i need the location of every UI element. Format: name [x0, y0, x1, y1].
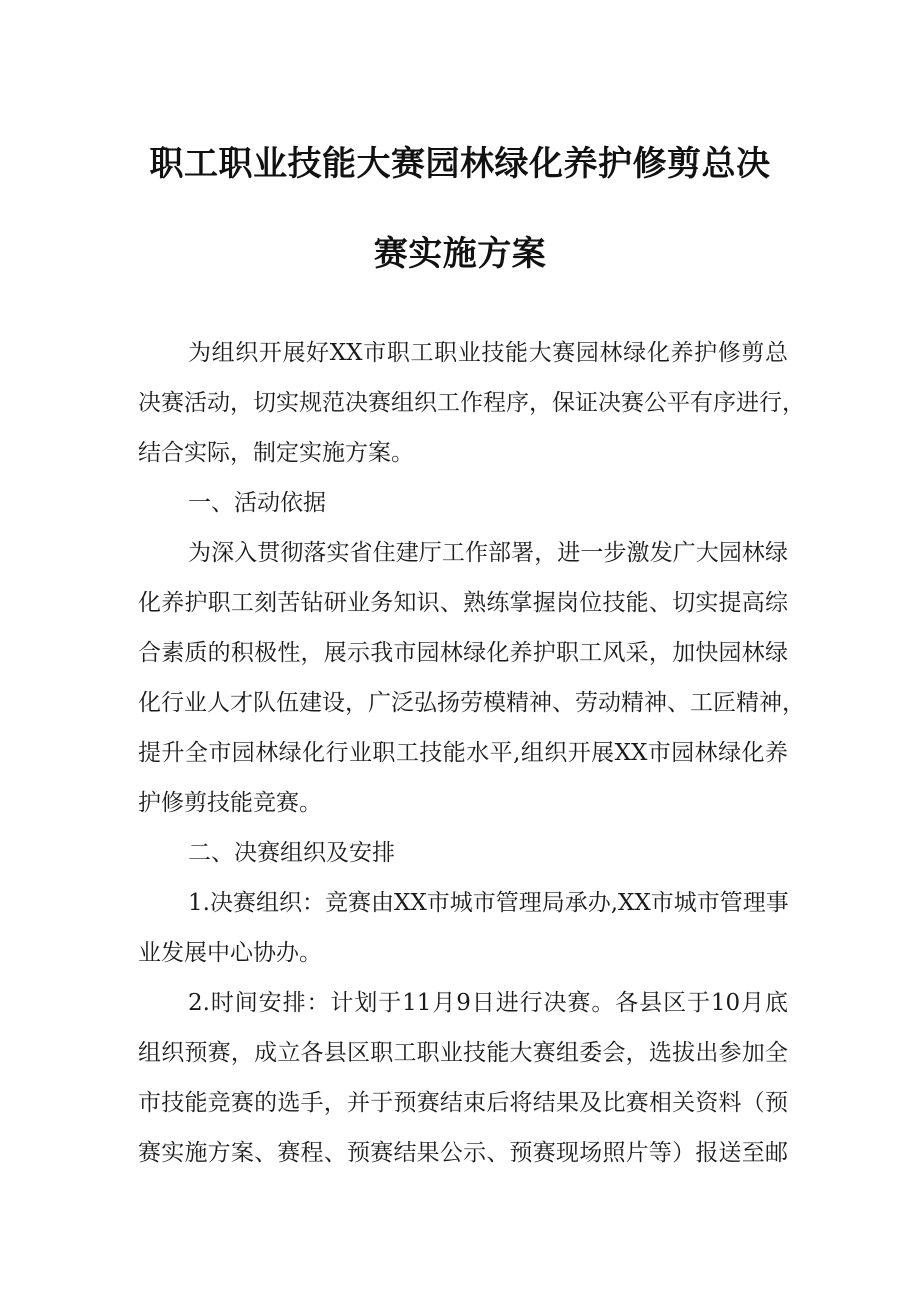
- paragraph-line: 合素质的积极性，展示我市园林绿化养护职工风采，加快园林绿: [138, 640, 788, 666]
- section-heading: 二、决赛组织及安排: [188, 840, 395, 866]
- paragraph-line: 1.决赛组织：竞赛由XX市城市管理局承办,XX市城市管理事: [188, 890, 789, 916]
- paragraph-line: 护修剪技能竞赛。: [138, 790, 322, 816]
- intro-line: 决赛活动，切实规范决赛组织工作程序，保证决赛公平有序进行，: [138, 390, 805, 416]
- paragraph-line: 提升全市园林绿化行业职工技能水平,组织开展XX市园林绿化养: [138, 740, 788, 766]
- paragraph-line: 为深入贯彻落实省住建厅工作部署，进一步激发广大园林绿: [188, 540, 788, 566]
- intro-line: 为组织开展好XX市职工职业技能大赛园林绿化养护修剪总: [188, 340, 788, 366]
- intro-line: 结合实际，制定实施方案。: [138, 440, 414, 466]
- paragraph-line: 化行业人才队伍建设，广泛弘扬劳模精神、劳动精神、工匠精神，: [138, 690, 805, 716]
- paragraph-line: 组织预赛，成立各县区职工职业技能大赛组委会，选拔出参加全: [138, 1040, 788, 1066]
- document-title-line-1: 职工职业技能大赛园林绿化养护修剪总决: [149, 144, 771, 184]
- section-heading: 一、活动依据: [188, 490, 326, 516]
- document-title-line-2: 赛实施方案: [373, 234, 547, 274]
- paragraph-line: 赛实施方案、赛程、预赛结果公示、预赛现场照片等）报送至邮: [138, 1140, 788, 1166]
- paragraph-line: 市技能竞赛的选手，并于预赛结束后将结果及比赛相关资料（预: [138, 1090, 788, 1116]
- paragraph-line: 化养护职工刻苦钻研业务知识、熟练掌握岗位技能、切实提高综: [138, 590, 788, 616]
- paragraph-line: 业发展中心协办。: [138, 940, 322, 966]
- paragraph-line: 2.时间安排：计划于11月9日进行决赛。各县区于10月底: [188, 990, 788, 1016]
